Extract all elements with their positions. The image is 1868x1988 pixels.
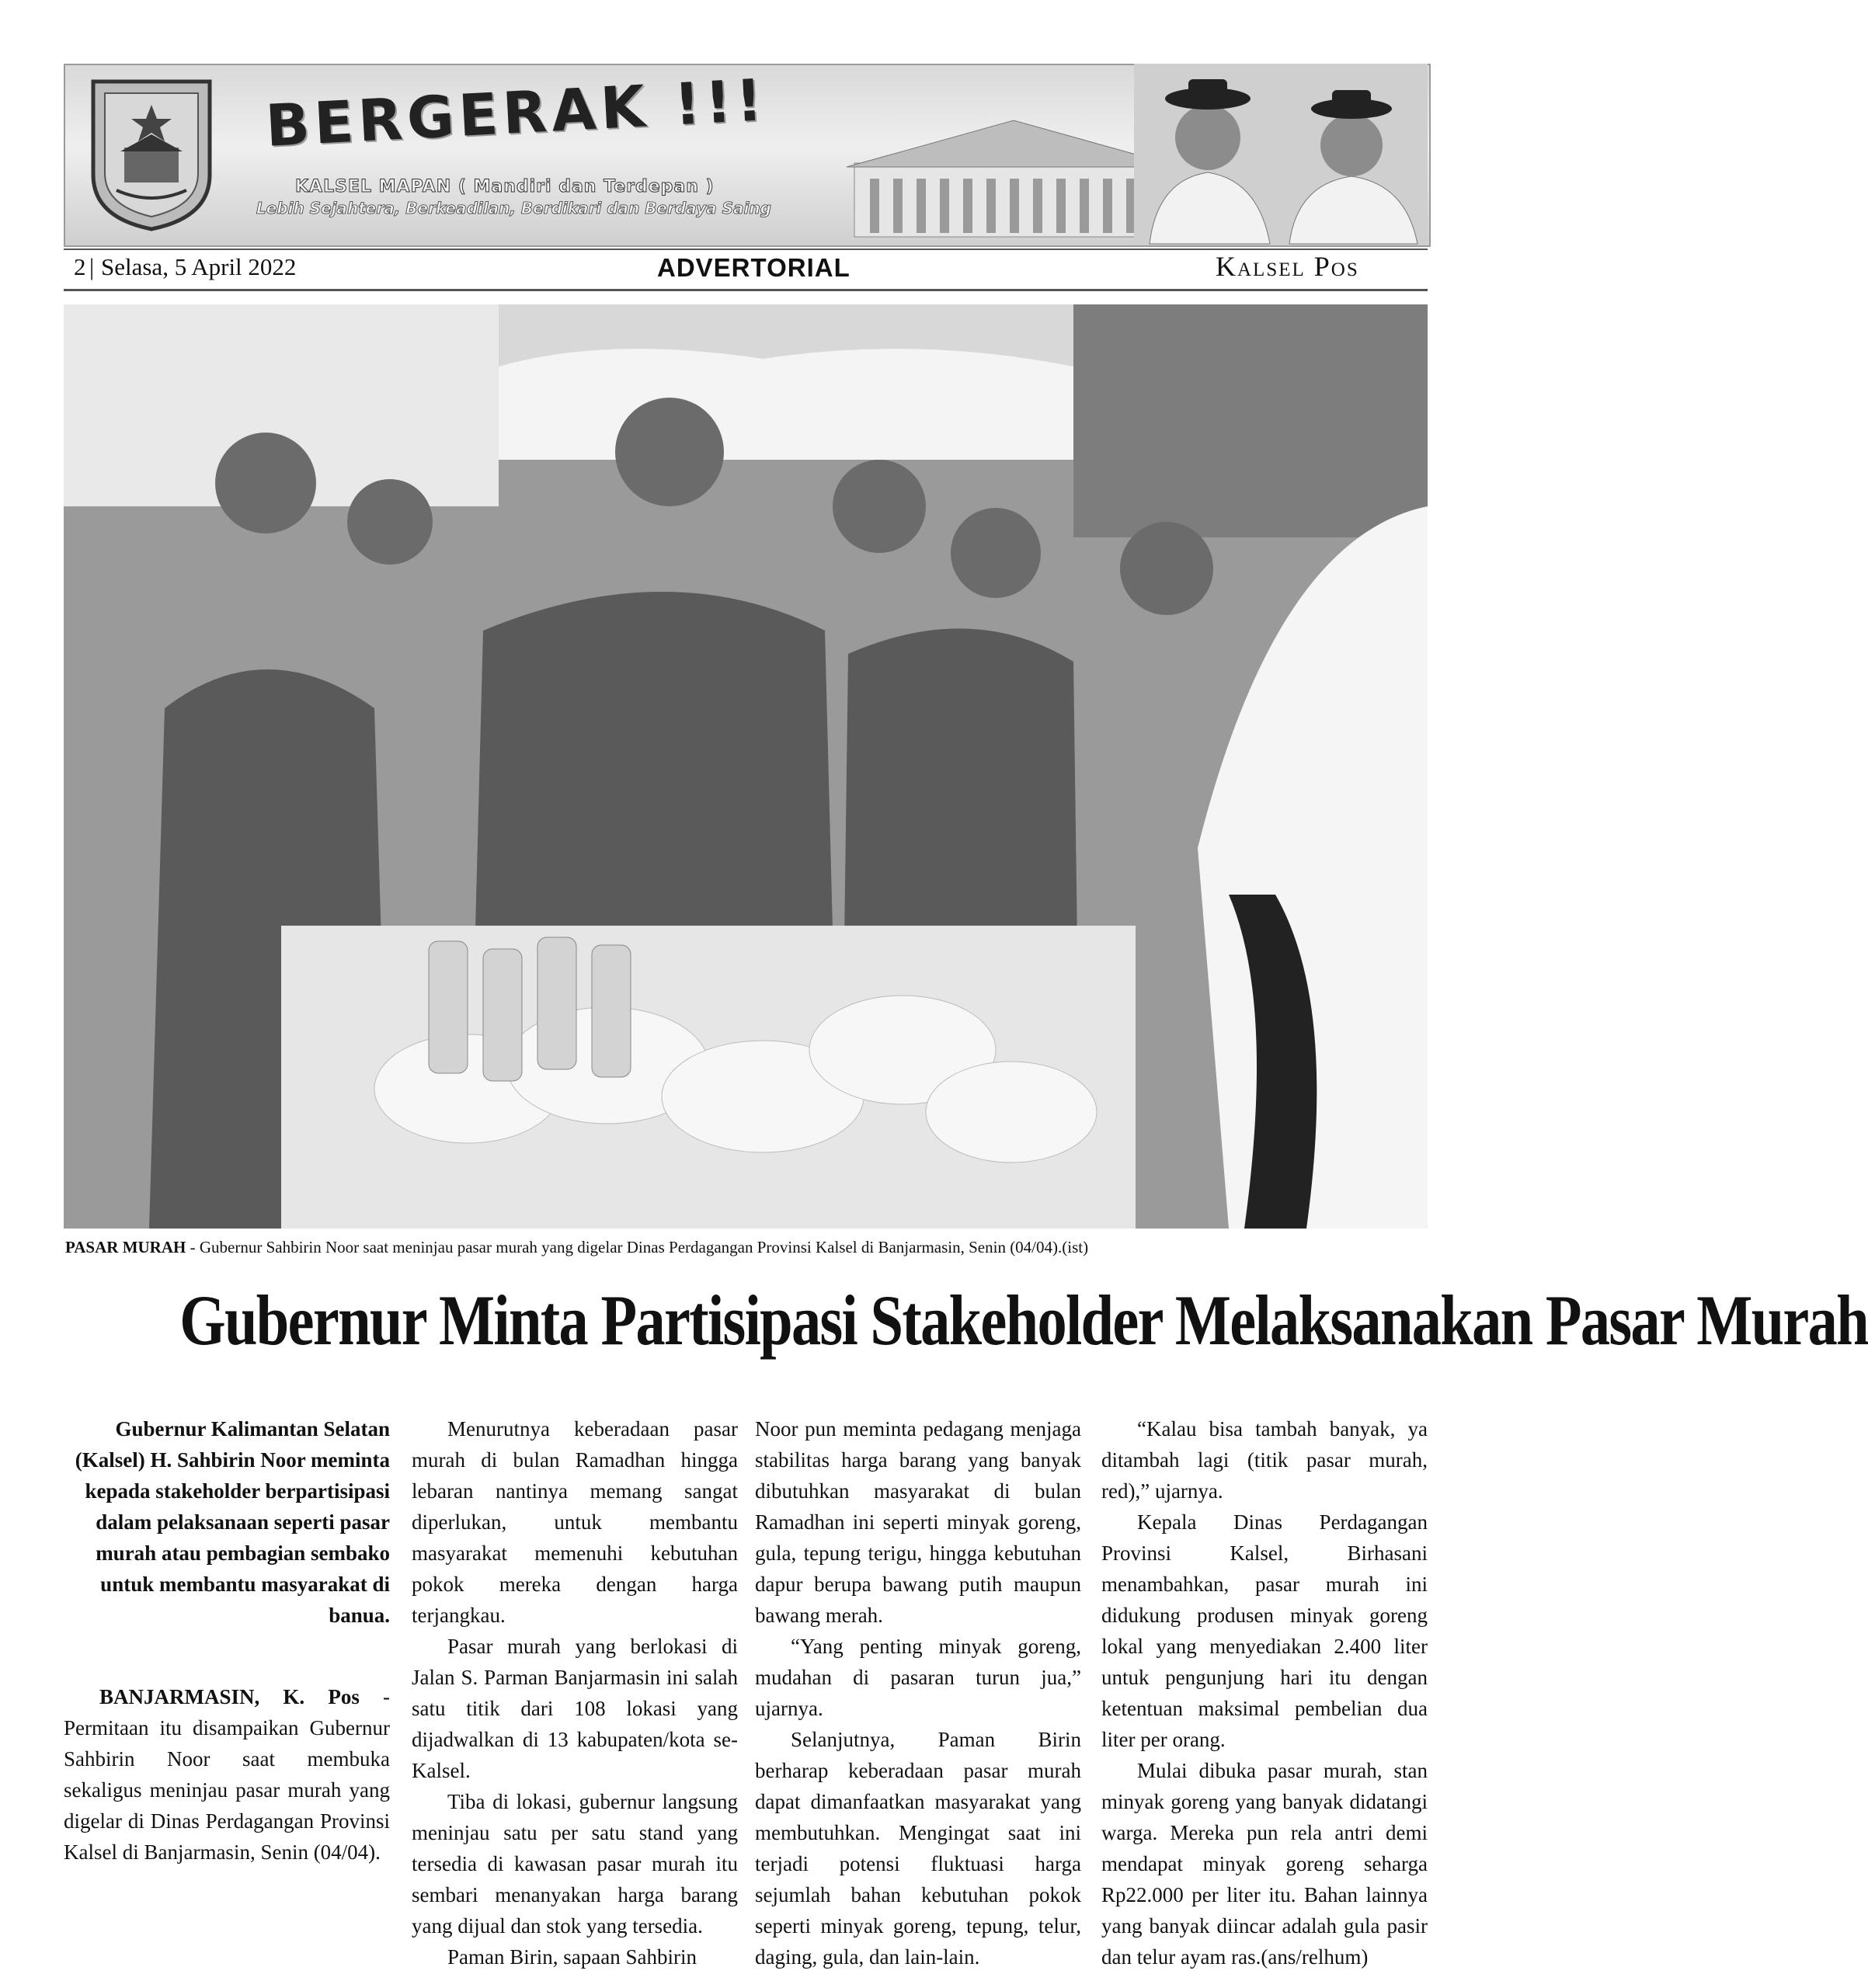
- officials-portrait: [1134, 64, 1428, 244]
- paragraph-6: “Yang penting minyak goreng, mudahan di pasaran turun jua,” ujarnya.: [755, 1635, 1081, 1720]
- paragraph-2: Menurutnya keberadaan pasar murah di bulan Ramadhan hingga lebaran nantinya memang sangat diperlukan, untuk membantu masyarakat memenuhi kebutuhan pokok mereka dengan harga terjangkau.: [412, 1417, 738, 1627]
- paragraph-1: - Permitaan itu disampaikan Gubernur Sahbirin Noor saat membuka sekaligus meninjau pasar murah yang digelar di Dinas Perdagangan Provinsi Kalsel di Banjarmasin, Senin (04/04).: [64, 1685, 390, 1864]
- province-emblem-icon: [85, 74, 217, 233]
- page-separator: |: [89, 253, 95, 280]
- dateline: BANJARMASIN, K. Pos: [99, 1685, 360, 1708]
- article-lead: Gubernur Kalimantan Selatan (Kalsel) H. Sahbirin Noor meminta kepada stakeholder berpartisipasi dalam pelaksanaan seperti pasar murah atau pembagian sembako untuk membantu masyarakat di banua.: [75, 1417, 390, 1627]
- paragraph-5a: Paman Birin, sapaan Sahbirin: [447, 1945, 697, 1969]
- article-column-3: [755, 1413, 1081, 1972]
- issue-date: Selasa, 5 April 2022: [101, 253, 297, 280]
- paragraph-10: Mulai dibuka pasar murah, stan minyak goreng yang banyak didatangi warga. Mereka pun rela antri demi mendapat minyak goreng seharga Rp22.000 per liter itu. Bahan lainnya yang banyak diincar adalah gula pasir dan telur ayam ras.(ans/relhum): [1101, 1759, 1428, 1969]
- section-label: ADVERTORIAL: [657, 253, 851, 282]
- paragraph-9: Kepala Dinas Perdagangan Provinsi Kalsel, Birhasani menambahkan, pasar murah ini didukung produsen minyak goreng lokal yang menyediakan 2.400 liter untuk pengunjung hari itu dengan ketentuan maksimal pembelian dua liter per orang.: [1101, 1510, 1428, 1751]
- banner-title: BERGERAK !!!: [264, 67, 769, 160]
- banner-subtitle: KALSEL MAPAN ( Mandiri dan Terdepan ): [295, 177, 715, 196]
- caption-label: PASAR MURAH: [65, 1238, 186, 1256]
- paragraph-4: Tiba di lokasi, gubernur langsung meninjau satu per satu stand yang tersedia di kawasan pasar murah itu sembari menanyakan harga barang yang dijual dan stok yang tersedia.: [412, 1790, 738, 1938]
- article-headline: Gubernur Minta Partisipasi Stakeholder Melaksanakan Pasar Murah: [179, 1281, 1868, 1360]
- photo-caption: [65, 1238, 1424, 1257]
- publication-logo: Kalsel Pos: [1216, 251, 1359, 282]
- paragraph-3: Pasar murah yang berlokasi di Jalan S. Parman Banjarmasin ini salah satu titik dari 108 lokasi yang dijadwalkan di 13 kabupaten/kota se-Kalsel.: [412, 1635, 738, 1782]
- article-column-2: [412, 1413, 738, 1972]
- banner-tagline: Lebih Sejahtera, Berkeadilan, Berdikari dan Berdaya Saing: [256, 199, 771, 217]
- paragraph-7: Selanjutnya, Paman Birin berharap keberadaan pasar murah dapat dimanfaatkan masyarakat yang membutuhkan. Mengingat saat ini terjadi potensi fluktuasi harga sejumlah bahan kebutuhan pokok seperti minyak goreng, tepung, telur, daging, gula, dan lain-lain.: [755, 1728, 1081, 1969]
- article-column-1: [64, 1681, 390, 1868]
- building-illustration: [847, 109, 1181, 241]
- caption-text: - Gubernur Sahbirin Noor saat meninjau pasar murah yang digelar Dinas Perdagangan Provinsi Kalsel di Banjarmasin, Senin (04/04).(ist): [186, 1238, 1089, 1256]
- event-photo: [64, 304, 1428, 1229]
- page-number: 2: [74, 253, 86, 280]
- article-column-4: [1101, 1413, 1428, 1972]
- paragraph-5b: Noor pun meminta pedagang menjaga stabilitas harga barang yang banyak dibutuhkan masyarakat di bulan Ramadhan ini seperti minyak goreng, gula, tepung terigu, hingga kebutuhan dapur berupa bawang putih maupun bawang merah.: [755, 1417, 1081, 1627]
- paragraph-8: “Kalau bisa tambah banyak, ya ditambah lagi (titik pasar murah, red),” ujarnya.: [1101, 1417, 1428, 1503]
